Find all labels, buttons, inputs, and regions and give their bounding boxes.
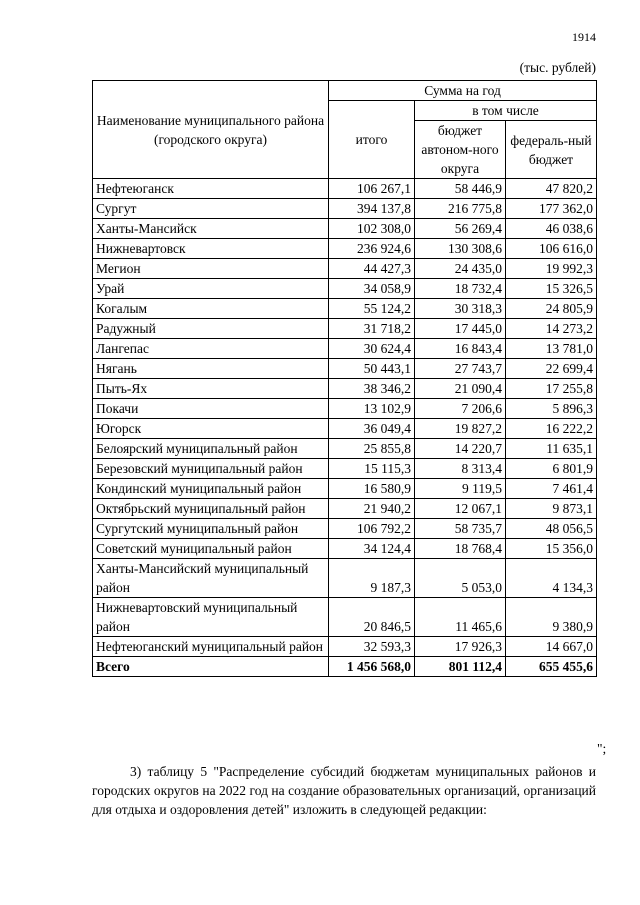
cell-total: 55 124,2	[329, 299, 415, 319]
cell-name: Нижневартовск	[93, 239, 329, 259]
cell-federal: 19 992,3	[506, 259, 597, 279]
header-budget-okrug: бюджет автоном-ного округа	[415, 121, 506, 179]
cell-name: Ханты-Мансийск	[93, 219, 329, 239]
cell-okrug: 19 827,2	[415, 419, 506, 439]
cell-federal: 6 801,9	[506, 459, 597, 479]
table-body	[93, 179, 597, 677]
cell-total: 106 267,1	[329, 179, 415, 199]
cell-okrug: 11 465,6	[415, 598, 506, 637]
table-row	[93, 559, 597, 598]
table-row	[93, 199, 597, 219]
table-row	[93, 459, 597, 479]
cell-name: Лангепас	[93, 339, 329, 359]
cell-name: Советский муниципальный район	[93, 539, 329, 559]
cell-federal: 4 134,3	[506, 559, 597, 598]
cell-okrug: 24 435,0	[415, 259, 506, 279]
table-row	[93, 439, 597, 459]
cell-okrug: 17 445,0	[415, 319, 506, 339]
cell-total: 34 058,9	[329, 279, 415, 299]
cell-total: 106 792,2	[329, 519, 415, 539]
cell-name: Октябрьский муниципальный район	[93, 499, 329, 519]
cell-okrug: 9 119,5	[415, 479, 506, 499]
table-row	[93, 319, 597, 339]
cell-federal: 47 820,2	[506, 179, 597, 199]
cell-total: 20 846,5	[329, 598, 415, 637]
cell-okrug: 14 220,7	[415, 439, 506, 459]
cell-federal: 13 781,0	[506, 339, 597, 359]
cell-okrug: 130 308,6	[415, 239, 506, 259]
cell-federal: 5 896,3	[506, 399, 597, 419]
cell-total: 50 443,1	[329, 359, 415, 379]
cell-okrug: 5 053,0	[415, 559, 506, 598]
table-row	[93, 219, 597, 239]
cell-federal: 15 326,5	[506, 279, 597, 299]
cell-okrug: 216 775,8	[415, 199, 506, 219]
table-row	[93, 637, 597, 657]
table-row	[93, 519, 597, 539]
table-row	[93, 598, 597, 637]
cell-name: Всего	[93, 657, 329, 677]
cell-okrug: 30 318,3	[415, 299, 506, 319]
table-row	[93, 259, 597, 279]
cell-total: 1 456 568,0	[329, 657, 415, 677]
cell-total: 102 308,0	[329, 219, 415, 239]
cell-name: Березовский муниципальный район	[93, 459, 329, 479]
table-row	[93, 499, 597, 519]
cell-total: 34 124,4	[329, 539, 415, 559]
cell-name: Когалым	[93, 299, 329, 319]
cell-total: 394 137,8	[329, 199, 415, 219]
cell-total: 25 855,8	[329, 439, 415, 459]
subsidy-table	[92, 80, 597, 677]
cell-name: Нягань	[93, 359, 329, 379]
table-row	[93, 539, 597, 559]
cell-name: Кондинский муниципальный район	[93, 479, 329, 499]
cell-okrug: 17 926,3	[415, 637, 506, 657]
table-row	[93, 419, 597, 439]
header-name: Наименование муниципального района (городского округа)	[93, 81, 329, 179]
cell-okrug: 12 067,1	[415, 499, 506, 519]
cell-okrug: 27 743,7	[415, 359, 506, 379]
cell-federal: 7 461,4	[506, 479, 597, 499]
units-label: (тыс. рублей)	[519, 60, 596, 75]
cell-federal: 15 356,0	[506, 539, 597, 559]
cell-okrug: 8 313,4	[415, 459, 506, 479]
page-number: 1914	[572, 30, 596, 44]
cell-federal: 177 362,0	[506, 199, 597, 219]
table-row	[93, 479, 597, 499]
cell-okrug: 18 732,4	[415, 279, 506, 299]
table-row	[93, 379, 597, 399]
cell-name: Мегион	[93, 259, 329, 279]
table-row	[93, 399, 597, 419]
cell-name: Радужный	[93, 319, 329, 339]
cell-federal: 24 805,9	[506, 299, 597, 319]
cell-federal: 9 873,1	[506, 499, 597, 519]
cell-federal: 11 635,1	[506, 439, 597, 459]
cell-federal: 655 455,6	[506, 657, 597, 677]
cell-total: 13 102,9	[329, 399, 415, 419]
cell-total: 21 940,2	[329, 499, 415, 519]
cell-name: Покачи	[93, 399, 329, 419]
cell-okrug: 18 768,4	[415, 539, 506, 559]
cell-federal: 22 699,4	[506, 359, 597, 379]
cell-okrug: 7 206,6	[415, 399, 506, 419]
cell-total: 9 187,3	[329, 559, 415, 598]
cell-federal: 46 038,6	[506, 219, 597, 239]
cell-federal: 106 616,0	[506, 239, 597, 259]
table-row	[93, 179, 597, 199]
amendment-paragraph	[92, 762, 596, 819]
cell-total: 30 624,4	[329, 339, 415, 359]
table-row	[93, 279, 597, 299]
closing-quote-mark: ";	[597, 741, 607, 756]
cell-name: Белоярский муниципальный район	[93, 439, 329, 459]
cell-federal: 14 667,0	[506, 637, 597, 657]
cell-okrug: 58 735,7	[415, 519, 506, 539]
cell-name: Нижневартовский муниципальный район	[93, 598, 329, 637]
cell-okrug: 56 269,4	[415, 219, 506, 239]
cell-okrug: 21 090,4	[415, 379, 506, 399]
header-including: в том числе	[415, 101, 597, 121]
cell-total: 16 580,9	[329, 479, 415, 499]
cell-name: Пыть-Ях	[93, 379, 329, 399]
table-row	[93, 239, 597, 259]
table-header	[93, 81, 597, 179]
cell-federal: 14 273,2	[506, 319, 597, 339]
cell-total: 32 593,3	[329, 637, 415, 657]
table-total-row	[93, 657, 597, 677]
cell-total: 31 718,2	[329, 319, 415, 339]
cell-name: Урай	[93, 279, 329, 299]
table-row	[93, 299, 597, 319]
cell-name: Ханты-Мансийский муниципальный район	[93, 559, 329, 598]
paragraph-text: 3) таблицу 5 "Распределение субсидий бюджетам муниципальных районов и городских округов на 2022 год на создание образовательных организаций, организаций для отдыха и оздоровления детей" изложить в следующей редакции:	[92, 764, 596, 817]
table-row	[93, 359, 597, 379]
table-row	[93, 339, 597, 359]
cell-name: Нефтеюганский муниципальный район	[93, 637, 329, 657]
cell-name: Сургут	[93, 199, 329, 219]
cell-total: 38 346,2	[329, 379, 415, 399]
cell-total: 44 427,3	[329, 259, 415, 279]
cell-name: Сургутский муниципальный район	[93, 519, 329, 539]
header-federal: федераль-ный бюджет	[506, 121, 597, 179]
cell-total: 236 924,6	[329, 239, 415, 259]
cell-federal: 48 056,5	[506, 519, 597, 539]
cell-okrug: 58 446,9	[415, 179, 506, 199]
cell-total: 36 049,4	[329, 419, 415, 439]
cell-name: Югорск	[93, 419, 329, 439]
header-amount-year: Сумма на год	[329, 81, 597, 101]
cell-federal: 9 380,9	[506, 598, 597, 637]
cell-federal: 16 222,2	[506, 419, 597, 439]
cell-okrug: 16 843,4	[415, 339, 506, 359]
cell-federal: 17 255,8	[506, 379, 597, 399]
header-total: итого	[329, 101, 415, 179]
cell-total: 15 115,3	[329, 459, 415, 479]
cell-name: Нефтеюганск	[93, 179, 329, 199]
cell-okrug: 801 112,4	[415, 657, 506, 677]
